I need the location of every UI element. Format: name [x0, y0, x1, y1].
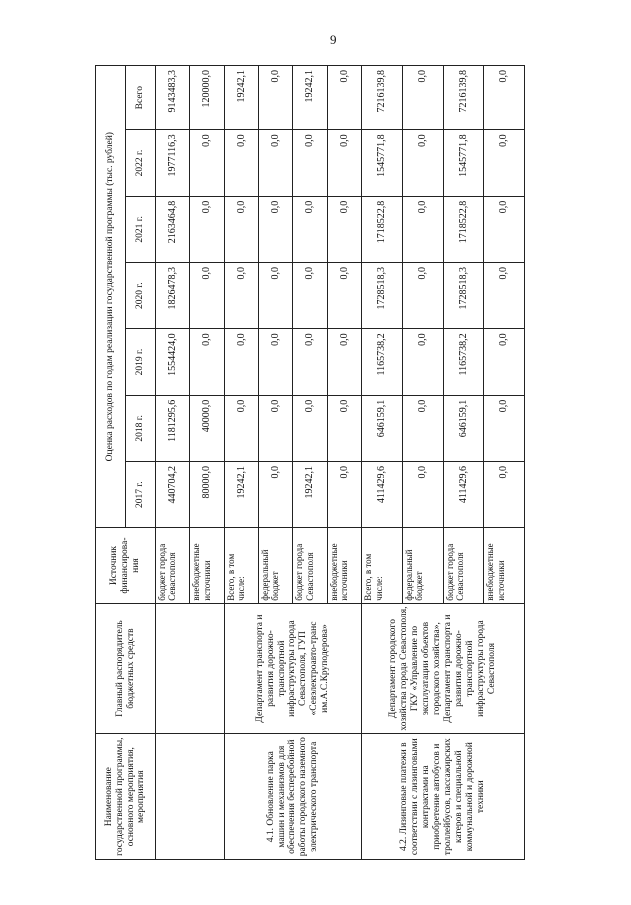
value-cell: 0,0 [259, 462, 293, 528]
value-cell: 2163464,8 [156, 196, 190, 262]
page-number: 9 [330, 32, 337, 47]
source-cell: бюджет города Севастополя [156, 528, 190, 603]
measure-name-4-2: 4.2. Лизинговые платежи в соответствии с лизинговыми контрактами на приобретение автобусов и троллейбусов, пассажирских катеров и специальной коммунальной и дорожной техники [362, 734, 525, 860]
value-cell: 1728518,3 [362, 263, 403, 329]
value-cell: 0,0 [484, 329, 525, 395]
value-cell: 0,0 [402, 263, 443, 329]
value-cell: 19242,1 [224, 462, 258, 528]
value-cell: 0,0 [402, 395, 443, 461]
total-cell: 0,0 [259, 66, 293, 130]
value-cell: 0,0 [190, 196, 224, 262]
value-cell: 411429,6 [443, 462, 484, 528]
value-cell: 0,0 [484, 462, 525, 528]
table-row [224, 66, 258, 860]
source-cell: бюджет города Севастополя [293, 528, 327, 603]
total-cell: 19242,1 [293, 66, 327, 130]
value-cell: 1545771,8 [443, 130, 484, 196]
value-cell: 0,0 [327, 263, 361, 329]
source-cell: внебюджетные источники [190, 528, 224, 603]
total-cell: 7216139,8 [362, 66, 403, 130]
measure-name-4-1: 4.1. Обновление парка машин и механизмов для обеспечения бесперебойной работы городского наземного электрического транспорта [224, 734, 361, 860]
table-row [362, 66, 403, 860]
value-cell: 1181295,6 [156, 395, 190, 461]
total-cell: 120000,0 [190, 66, 224, 130]
value-cell: 0,0 [224, 263, 258, 329]
value-cell: 0,0 [293, 329, 327, 395]
value-cell: 1728518,3 [443, 263, 484, 329]
responsible-4-1: Департамент транспорта и развития дорожно-транспортной инфраструктуры города Севастополя, ГУП «Севэлектроавто-транс им.А.С.Круподерова» [224, 603, 361, 734]
value-cell: 0,0 [327, 462, 361, 528]
value-cell: 0,0 [484, 263, 525, 329]
value-cell: 0,0 [484, 130, 525, 196]
header-name: Наименование государственной программы, основного мероприятия, мероприятия [96, 734, 156, 860]
value-cell: 0,0 [402, 196, 443, 262]
header-year: 2022 г. [126, 130, 156, 196]
value-cell: 0,0 [293, 196, 327, 262]
value-cell: 0,0 [190, 263, 224, 329]
value-cell: 0,0 [327, 196, 361, 262]
total-cell: 0,0 [327, 66, 361, 130]
value-cell: 0,0 [293, 395, 327, 461]
source-cell: бюджет города Севастополя [443, 528, 484, 603]
value-cell: 411429,6 [362, 462, 403, 528]
value-cell: 1554424,0 [156, 329, 190, 395]
total-cell: 19242,1 [224, 66, 258, 130]
value-cell: 0,0 [327, 395, 361, 461]
value-cell: 0,0 [484, 196, 525, 262]
value-cell: 1165738,2 [443, 329, 484, 395]
value-cell: 0,0 [190, 329, 224, 395]
value-cell: 80000,0 [190, 462, 224, 528]
value-cell: 1718522,8 [362, 196, 403, 262]
responsible-4-2: Департамент городского хозяйства города Севастополя, ГКУ «Управление по эксплуатации объектов городского хозяйства», Департамент транспорта и развития дорожно-транспортной инфраструктуры города Севастополя [362, 603, 525, 734]
value-cell: 0,0 [224, 196, 258, 262]
total-cell: 7216139,8 [443, 66, 484, 130]
header-year: 2018 г. [126, 395, 156, 461]
value-cell: 0,0 [327, 130, 361, 196]
source-cell: Всего, в том числе: [224, 528, 258, 603]
header-responsible: Главный распорядитель бюджетных средств [96, 603, 156, 734]
value-cell: 0,0 [259, 395, 293, 461]
name-cell-empty [156, 734, 225, 860]
value-cell: 0,0 [293, 263, 327, 329]
responsible-cell-empty [156, 603, 225, 734]
source-cell: Всего, в том числе: [362, 528, 403, 603]
value-cell: 0,0 [224, 130, 258, 196]
value-cell: 646159,1 [443, 395, 484, 461]
value-cell: 40000,0 [190, 395, 224, 461]
value-cell: 0,0 [224, 395, 258, 461]
source-cell: внебюджетные источники [484, 528, 525, 603]
value-cell: 646159,1 [362, 395, 403, 461]
value-cell: 1545771,8 [362, 130, 403, 196]
value-cell: 0,0 [327, 329, 361, 395]
total-cell: 0,0 [484, 66, 525, 130]
value-cell: 1977116,3 [156, 130, 190, 196]
source-cell: федеральный бюджет [259, 528, 293, 603]
header-year: 2021 г. [126, 196, 156, 262]
value-cell: 1165738,2 [362, 329, 403, 395]
value-cell: 0,0 [402, 462, 443, 528]
header-year: 2020 г. [126, 263, 156, 329]
header-estimate: Оценка расходов по годам реализации государственной программы (тыс. рублей) [96, 66, 126, 528]
value-cell: 1718522,8 [443, 196, 484, 262]
value-cell: 1826478,3 [156, 263, 190, 329]
rotated-table-wrapper [95, 65, 525, 860]
value-cell: 0,0 [259, 263, 293, 329]
value-cell: 0,0 [259, 329, 293, 395]
value-cell: 0,0 [402, 130, 443, 196]
value-cell: 0,0 [224, 329, 258, 395]
total-cell: 9143483,3 [156, 66, 190, 130]
value-cell: 0,0 [484, 395, 525, 461]
table-row [156, 66, 190, 860]
value-cell: 0,0 [259, 196, 293, 262]
header-source: Источник финансирова-ния [96, 528, 156, 603]
total-cell: 0,0 [402, 66, 443, 130]
value-cell: 440704,2 [156, 462, 190, 528]
value-cell: 0,0 [190, 130, 224, 196]
source-cell: внебюджетные источники [327, 528, 361, 603]
header-year: 2017 г. [126, 462, 156, 528]
value-cell: 19242,1 [293, 462, 327, 528]
header-total: Всего [126, 66, 156, 130]
value-cell: 0,0 [259, 130, 293, 196]
value-cell: 0,0 [402, 329, 443, 395]
value-cell: 0,0 [293, 130, 327, 196]
header-year: 2019 г. [126, 329, 156, 395]
budget-table [95, 65, 525, 860]
source-cell: федеральный бюджет [402, 528, 443, 603]
